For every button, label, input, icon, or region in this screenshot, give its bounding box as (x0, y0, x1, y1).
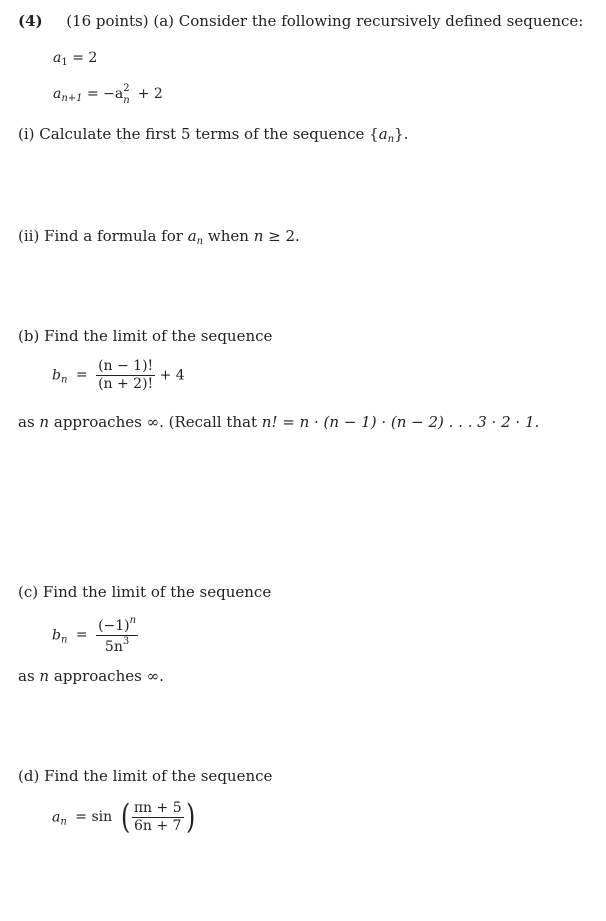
fraction-d: $\frac{\pi n + 5}{6n + 7}$ (133, 800, 182, 834)
problem-intro: (a) Consider the following recursively defined sequence: (153, 12, 584, 30)
question-a-ii: (ii) Find a formula for $a_n$ when n ≥ 2. (18, 227, 300, 247)
sequence-initial-term: $a_1 = 2$ (53, 50, 98, 68)
problem-header (18, 12, 583, 30)
fraction-b: $\frac{(n - 1)!}{(n + 2)!}$ (98, 358, 154, 392)
fraction-c: $\frac{(-1)^n}{5n^3}$ (98, 615, 137, 655)
equation-d: $a_n = \sin$ ( $\frac{\pi n + 5}{6n + 7}$ ) (52, 797, 195, 838)
left-paren: ( (120, 797, 130, 838)
problem-number: (4) (18, 12, 43, 30)
question-d-intro: (d) Find the limit of the sequence (18, 767, 273, 785)
sequence-recurrence: $a_{n+1} = -a$ 2 n + 2 (53, 83, 163, 106)
equation-c: $b_n$ = $\frac{(-1)^n}{5n^3}$ (52, 615, 137, 655)
question-c-condition: as n approaches ∞. (18, 667, 164, 685)
problem-points: (16 points) (66, 12, 149, 30)
right-paren: ) (185, 797, 195, 838)
question-b-intro: (b) Find the limit of the sequence (18, 327, 273, 345)
question-c-intro: (c) Find the limit of the sequence (18, 583, 272, 601)
equation-b: $b_n$ = $\frac{(n - 1)!}{(n + 2)!}$ + 4 (52, 358, 185, 392)
question-a-i: (i) Calculate the first 5 terms of the sequence $\{a_n\}$. (18, 125, 409, 145)
question-b-condition: as n approaches ∞. (Recall that n! = n · (n − 1) · (n − 2) . . . 3 · 2 · 1. (18, 413, 540, 431)
